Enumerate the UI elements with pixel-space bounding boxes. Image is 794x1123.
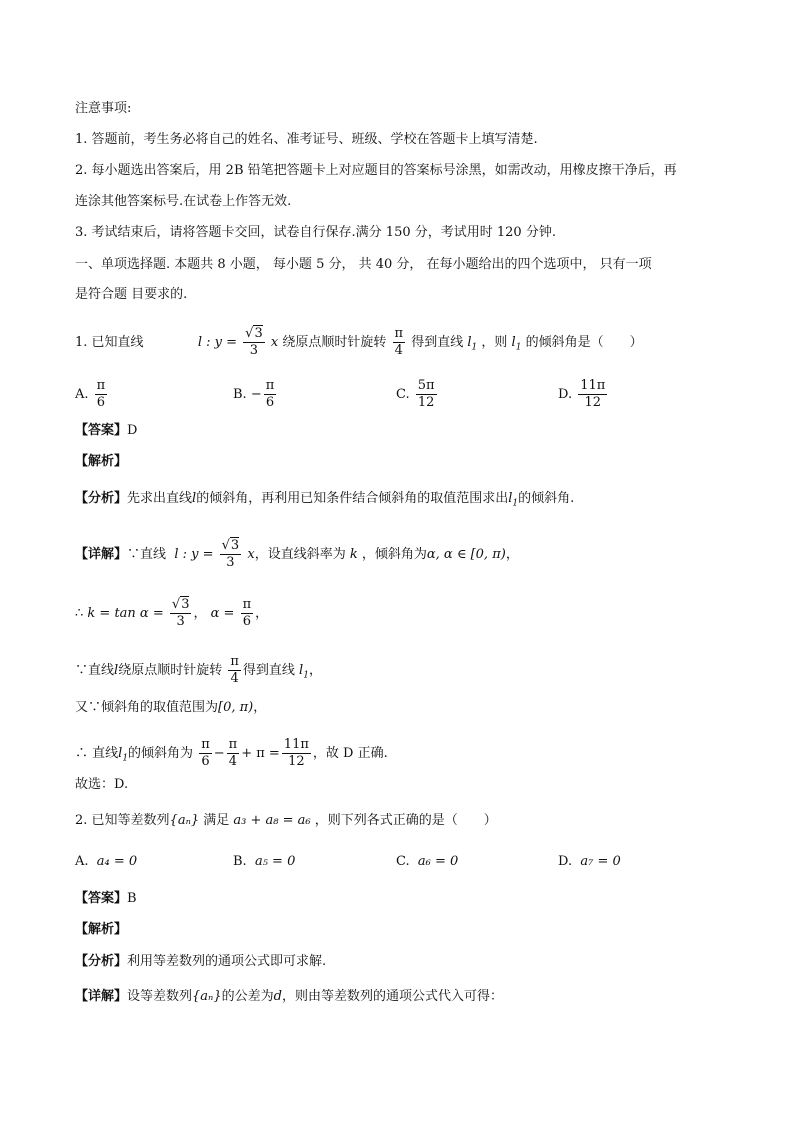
question-2-stem: 2. 已知等差数列{aₙ} 满足 a₃ + a₈ = a₆ ，则下列各式正确的是（ ） <box>75 813 497 828</box>
q2-option-d: D. a₇ = 0 <box>558 854 621 869</box>
q1-analysis-tag: 【解析】 <box>75 454 128 469</box>
section-title-1: 一、单项选择题. 本题共 8 小题， 每小题 5 分， 共 40 分， 在每小题给出的四个选项中， 只有一项 <box>75 257 652 272</box>
q2-xiangjie: 【详解】设等差数列{aₙ}的公差为d，则由等差数列的通项公式代入可得： <box>75 989 503 1004</box>
q2-option-a: A. a₄ = 0 <box>75 854 138 869</box>
q1-option-c: C. $\frac{5\pi}{12}$ <box>396 378 435 410</box>
notice-item-2: 2. 每小题选出答案后，用 2B 铅笔把答题卡上对应题目的答案标号涂黑，如需改动，用橡皮擦干净后，再 <box>75 163 677 178</box>
q1-angle-fraction: $\frac{\pi}{4}$ <box>394 326 404 358</box>
notice-heading: 注意事项: <box>75 101 132 116</box>
q1-option-a: A. $\frac{\pi}{6}$ <box>75 378 106 410</box>
notice-item-1: 1. 答题前，考生务必将自己的姓名、准考证号、班级、学校在答题卡上填写清楚. <box>75 132 538 147</box>
question-1-stem: 1. 已知直线 l : y = $\frac{√3}{3}$ x 绕原点顺时针旋转 $\frac{\pi}{4}$ 得到直线 $l_1$ ，则 $l_1$ 的倾斜角是（ ） <box>75 326 643 358</box>
q2-option-c: C. a₆ = 0 <box>396 854 459 869</box>
section-title-2: 是符合题 目要求的. <box>75 287 188 302</box>
q2-answer: 【答案】B <box>75 891 137 906</box>
q1-prefix: 1. 已知直线 <box>75 335 144 350</box>
notice-item-2-cont: 连涂其他答案标号.在试卷上作答无效. <box>75 194 292 209</box>
q1-step-2: ∴ k = tan α = $\frac{√3}{3}$ ， α = $\frac{\pi}{6}$ ， <box>75 597 269 629</box>
q2-option-b: B. a₅ = 0 <box>233 854 296 869</box>
q2-fenxi: 【分析】利用等差数列的通项公式即可求解. <box>75 954 327 969</box>
q1-option-b: B. − $\frac{\pi}{6}$ <box>233 378 275 410</box>
q1-step-1: 【详解】∵直线 l : y = $\frac{√3}{3}$ x，设直线斜率为 k ，倾斜角为α, α ∈ [0, π)， <box>75 538 519 570</box>
q2-analysis-tag: 【解析】 <box>75 922 128 937</box>
q1-step-4: 又∵倾斜角的取值范围为[0, π)， <box>75 700 267 715</box>
q1-option-d: D. $\frac{11\pi}{12}$ <box>558 378 606 410</box>
q1-equation: l : y = $\frac{√3}{3}$ x <box>197 326 279 358</box>
q1-answer: 【答案】D <box>75 423 138 438</box>
q1-step-3: ∵直线l绕原点顺时针旋转 $\frac{\pi}{4}$ 得到直线 $l_1$， <box>75 654 322 686</box>
q1-fenxi: 【分析】先求出直线l的倾斜角，再利用已知条件结合倾斜角的取值范围求出$l_1$的倾斜角. <box>75 491 575 509</box>
notice-item-3: 3. 考试结束后，请将答题卡交回，试卷自行保存.满分 150 分，考试用时 120 分钟. <box>75 225 556 240</box>
q1-conclusion: 故选：D. <box>75 777 129 792</box>
q1-step-5: ∴ 直线$l_1$的倾斜角为 $\frac{\pi}{6}$ − $\frac{\pi}{4}$ + π = $\frac{11\pi}{12}$ ，故 D 正确. <box>75 737 388 769</box>
